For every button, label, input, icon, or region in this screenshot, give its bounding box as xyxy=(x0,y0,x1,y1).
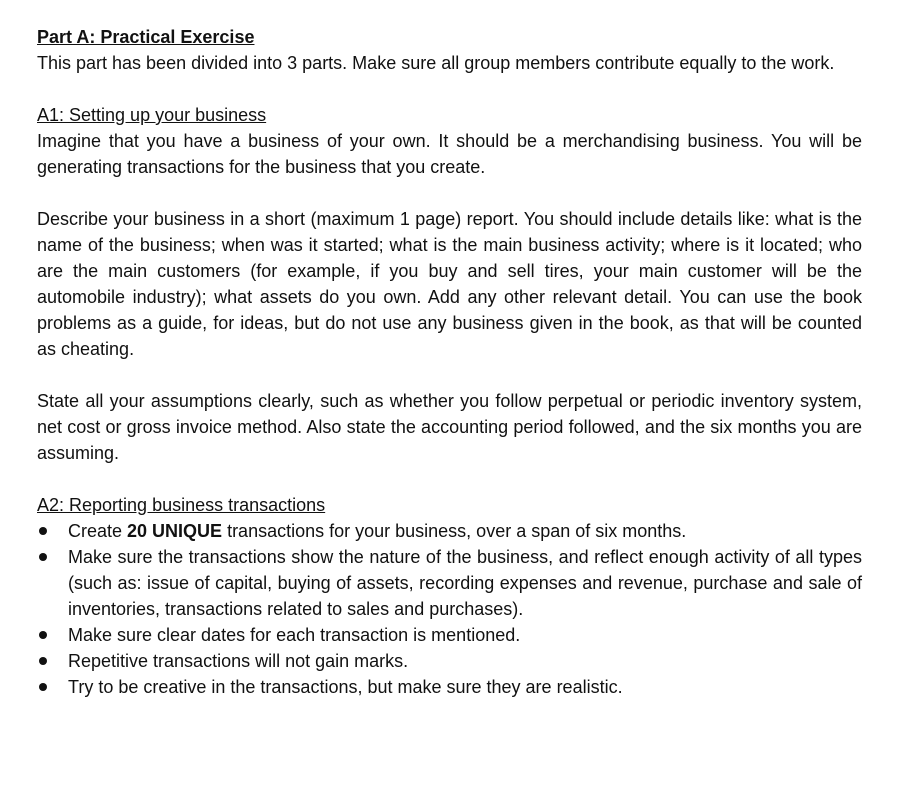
list-item xyxy=(37,674,862,700)
bullet-icon xyxy=(39,683,47,691)
a2-heading: A2: Reporting business transactions xyxy=(37,495,326,515)
part-a-intro: This part has been divided into 3 parts. Make sure all group members contribute equally to the work. xyxy=(37,53,835,73)
bullet-icon xyxy=(39,631,47,639)
bullet-1-text-bold: 20 UNIQUE xyxy=(127,521,223,541)
bullet-1-text-before: Create xyxy=(68,521,128,541)
list-item xyxy=(37,648,862,674)
bullet-icon xyxy=(39,657,47,665)
list-item xyxy=(37,518,862,544)
bullet-3-text: Make sure clear dates for each transaction is mentioned. xyxy=(68,625,521,645)
spacer xyxy=(37,180,862,206)
bullet-4-text: Repetitive transactions will not gain marks. xyxy=(68,651,409,671)
bullet-1-text-after: transactions for your business, over a span of six months. xyxy=(222,521,687,541)
list-item xyxy=(37,544,862,622)
part-a-heading: Part A: Practical Exercise xyxy=(37,27,255,47)
spacer xyxy=(37,362,862,388)
bullet-icon xyxy=(39,553,47,561)
a1-paragraph-2: Describe your business in a short (maximum 1 page) report. You should include details like: what is the name of the business; when was it started; what is the main business activity; where is it located; who are the main customers (for example, if you buy and sell tires, your main customer will be the automobile industry); what assets do you own. Add any other relevant detail. You can use the book problems as a guide, for ideas, but do not use any business given in the book, as that will be counted as cheating. xyxy=(37,209,862,359)
a2-bullet-list xyxy=(37,518,862,700)
bullet-icon xyxy=(39,527,47,535)
spacer xyxy=(37,466,862,492)
list-item xyxy=(37,622,862,648)
bullet-5-text: Try to be creative in the transactions, but make sure they are realistic. xyxy=(68,677,623,697)
a1-heading: A1: Setting up your business xyxy=(37,105,267,125)
bullet-2-text: Make sure the transactions show the nature of the business, and reflect enough activity of all types (such as: issue of capital, buying of assets, recording expenses and revenue, purchase and sale of inventories, transactions related to sales and purchases). xyxy=(68,547,862,619)
a1-paragraph-3: State all your assumptions clearly, such as whether you follow perpetual or periodic inventory system, net cost or gross invoice method. Also state the accounting period followed, and the six months you are assuming. xyxy=(37,391,862,463)
a1-paragraph-1: Imagine that you have a business of your own. It should be a merchandising business. You will be generating transactions for the business that you create. xyxy=(37,131,862,177)
spacer xyxy=(37,76,862,102)
